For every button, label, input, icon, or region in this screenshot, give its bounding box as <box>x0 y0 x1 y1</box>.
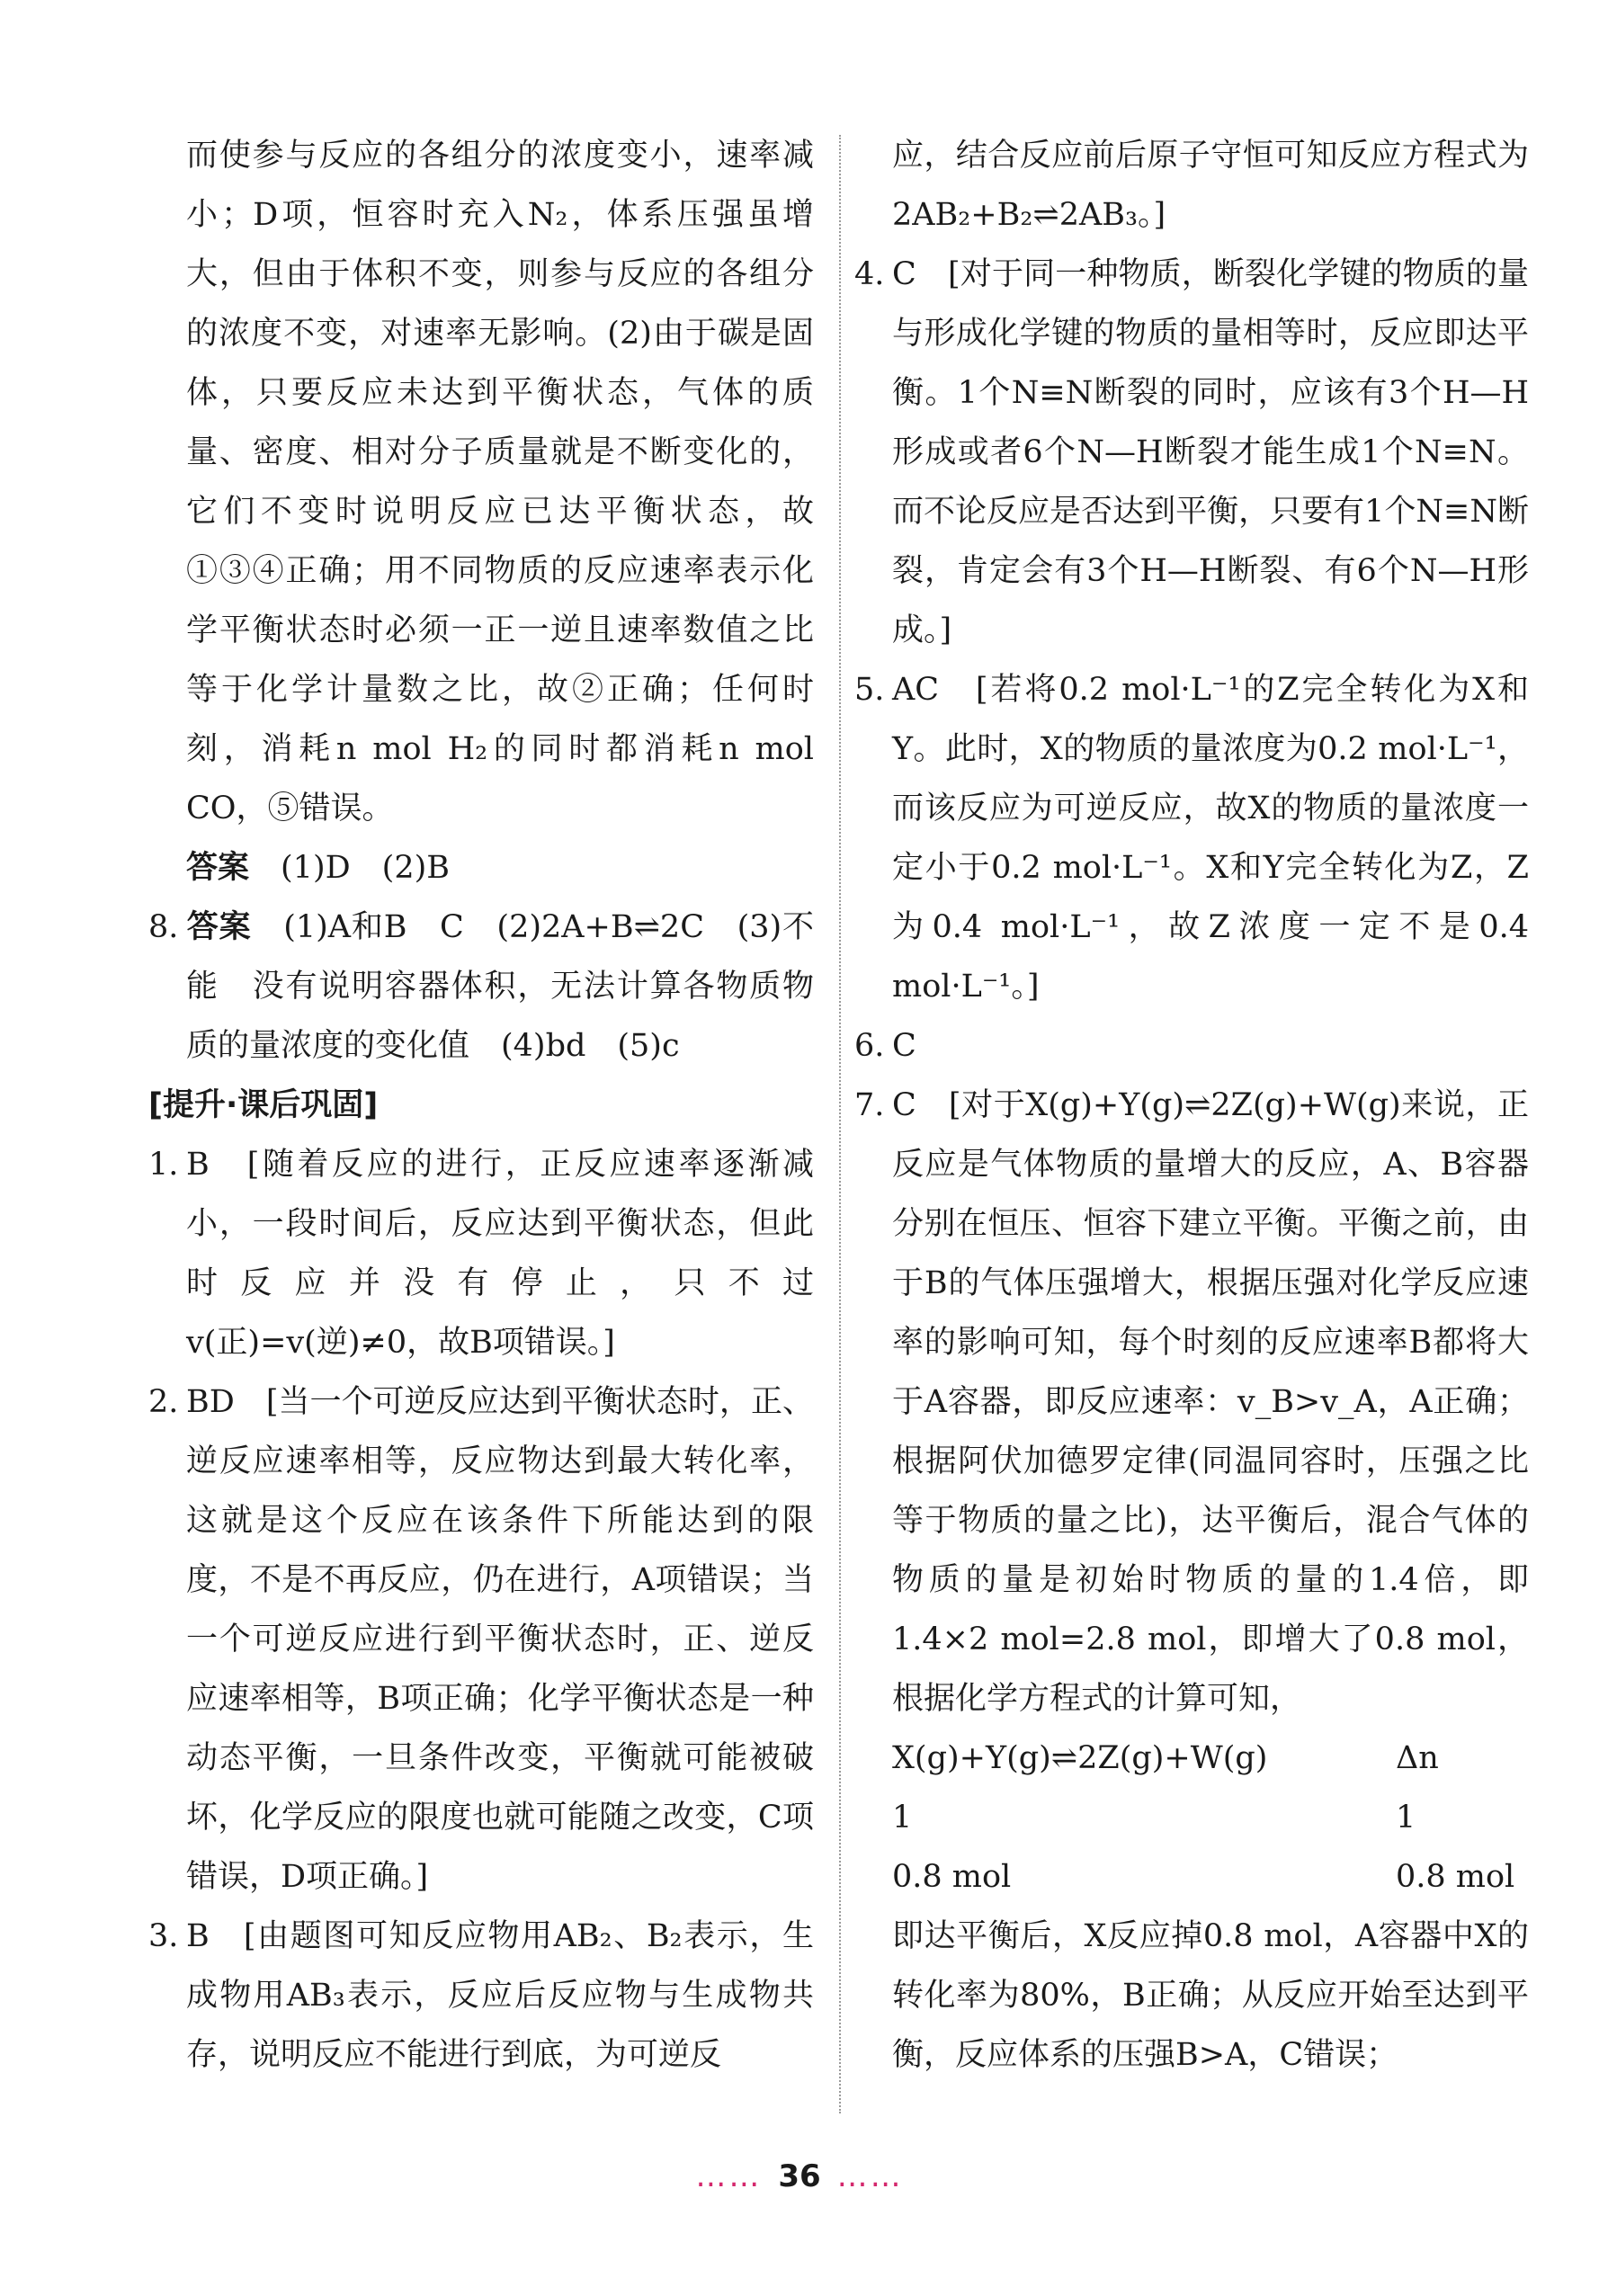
question-number: 7. <box>854 1087 885 1123</box>
page-number: 36 <box>778 2158 821 2194</box>
calc-value: 0.8 mol <box>892 1859 1012 1895</box>
calc-amount-row <box>854 1847 1529 1907</box>
question-text: C [对于同一种物质，断裂化学键的物质的量与形成化学键的物质的量相等时，反应即达平衡。1个N≡N断裂的同时，应该有3个H—H形成或者6个N—H断裂才能生成1个N≡N。而不论反应是否达到平衡，只要有1个N≡N断裂，肯定会有3个H—H断裂、有6个N—H形成。] <box>892 256 1529 648</box>
calc-equation: X(g)+Y(g)⇌2Z(g)+W(g) <box>892 1740 1268 1776</box>
question-7-tail: 即达平衡后，X反应掉0.8 mol，A容器中X的转化率为80%，B正确；从反应开始至达到平衡，反应体系的压强B>A，C错误； <box>892 1918 1529 2073</box>
question-1 <box>148 1135 814 1372</box>
q8-answer <box>148 898 814 1076</box>
question-number: 2. <box>148 1384 179 1420</box>
q8-number: 8. <box>148 909 179 945</box>
q7-answer-text: (1)D (2)B <box>281 850 450 886</box>
question-number: 4. <box>854 256 885 292</box>
page-footer <box>0 2158 1599 2194</box>
question-number: 5. <box>854 672 885 708</box>
question-number: 3. <box>148 1918 179 1954</box>
calc-value: 1 <box>892 1800 913 1836</box>
q7-answer <box>148 838 814 898</box>
question-4 <box>854 245 1529 660</box>
question-7 <box>854 1076 1529 1729</box>
calc-delta-n: Δn <box>1396 1740 1439 1776</box>
footer-dots-right: …… <box>836 2158 904 2194</box>
question-text: C <box>892 1028 916 1064</box>
question-text: B [由题图可知反应物用AB₂、B₂表示，生成物用AB₃表示，反应后反应物与生成物共存，说明反应不能进行到底，为可逆反 <box>186 1918 814 2073</box>
footer-dots-left: …… <box>695 2158 763 2194</box>
calc-value: 0.8 mol <box>1396 1859 1515 1895</box>
q8-answer-text: (1)A和B C (2)2A+B⇌2C (3)不能 没有说明容器体积，无法计算各物质物质的量浓度的变化值 (4)bd (5)c <box>186 909 814 1064</box>
question-text: B [随着反应的进行，正反应速率逐渐减小，一段时间后，反应达到平衡状态，但此时反应并没有停止，只不过v(正)=v(逆)≠0，故B项错误。] <box>186 1147 814 1361</box>
question-3-cont: 应，结合反应前后原子守恒可知反应方程式为2AB₂+B₂⇌2AB₃。] <box>892 138 1529 233</box>
question-text: AC [若将0.2 mol·L⁻¹的Z完全转化为X和Y。此时，X的物质的量浓度为0.2 mol·L⁻¹，而该反应为可逆反应，故X的物质的量浓度一定小于0.2 mol·L⁻¹。X和Y完全转化为Z，Z为0.4 mol·L⁻¹，故Z浓度一定不是0.4 mol·L⁻¹。] <box>892 672 1529 1005</box>
calc-ratio-row <box>854 1788 1529 1847</box>
calc-equation-row <box>854 1729 1529 1788</box>
left-column <box>148 126 814 2085</box>
question-text: C [对于X(g)+Y(g)⇌2Z(g)+W(g)来说，正反应是气体物质的量增大的反应，A、B容器分别在恒压、恒容下建立平衡。平衡之前，由于B的气体压强增大，根据压强对化学反应速率的影响可知，每个时刻的反应速率B都将大于A容器，即反应速率：v_B>v_A，A正确；根据阿伏加德罗定律(同温同容时，压强之比等于物质的量之比)，达平衡后，混合气体的物质的量是初始时物质的量的1.4倍，即1.4×2 mol=2.8 mol，即增大了0.8 mol，根据化学方程式的计算可知， <box>892 1087 1529 1717</box>
question-text: BD [当一个可逆反应达到平衡状态时，正、逆反应速率相等，反应物达到最大转化率，这就是这个反应在该条件下所能达到的限度，不是不再反应，仍在进行，A项错误；当一个可逆反应进行到平衡状态时，正、逆反应速率相等，B项正确；化学平衡状态是一种动态平衡，一旦条件改变，平衡就可能被破坏，化学反应的限度也就可能随之改变，C项错误，D项正确。] <box>186 1384 814 1895</box>
column-divider <box>839 135 841 2113</box>
question-number: 1. <box>148 1147 179 1183</box>
calc-value: 1 <box>1396 1800 1416 1836</box>
answer-label: 答案 <box>186 909 252 945</box>
question-number: 6. <box>854 1028 885 1064</box>
question-3 <box>148 1907 814 2085</box>
question-6 <box>854 1016 1529 1076</box>
question-5 <box>854 660 1529 1016</box>
right-column <box>854 126 1529 2085</box>
q7-explanation-cont: 而使参与反应的各组分的浓度变小，速率减小；D项，恒容时充入N₂，体系压强虽增大，但由于体积不变，则参与反应的各组分的浓度不变，对速率无影响。(2)由于碳是固体，只要反应未达到平衡状态，气体的质量、密度、相对分子质量就是不断变化的，它们不变时说明反应已达平衡状态，故①③④正确；用不同物质的反应速率表示化学平衡状态时必须一正一逆且速率数值之比等于化学计量数之比，故②正确；任何时刻，消耗n mol H₂的同时都消耗n mol CO，⑤错误。 <box>186 138 814 826</box>
question-2 <box>148 1372 814 1907</box>
answer-label: 答案 <box>186 850 250 886</box>
section-heading: [提升·课后巩固] <box>148 1087 379 1123</box>
